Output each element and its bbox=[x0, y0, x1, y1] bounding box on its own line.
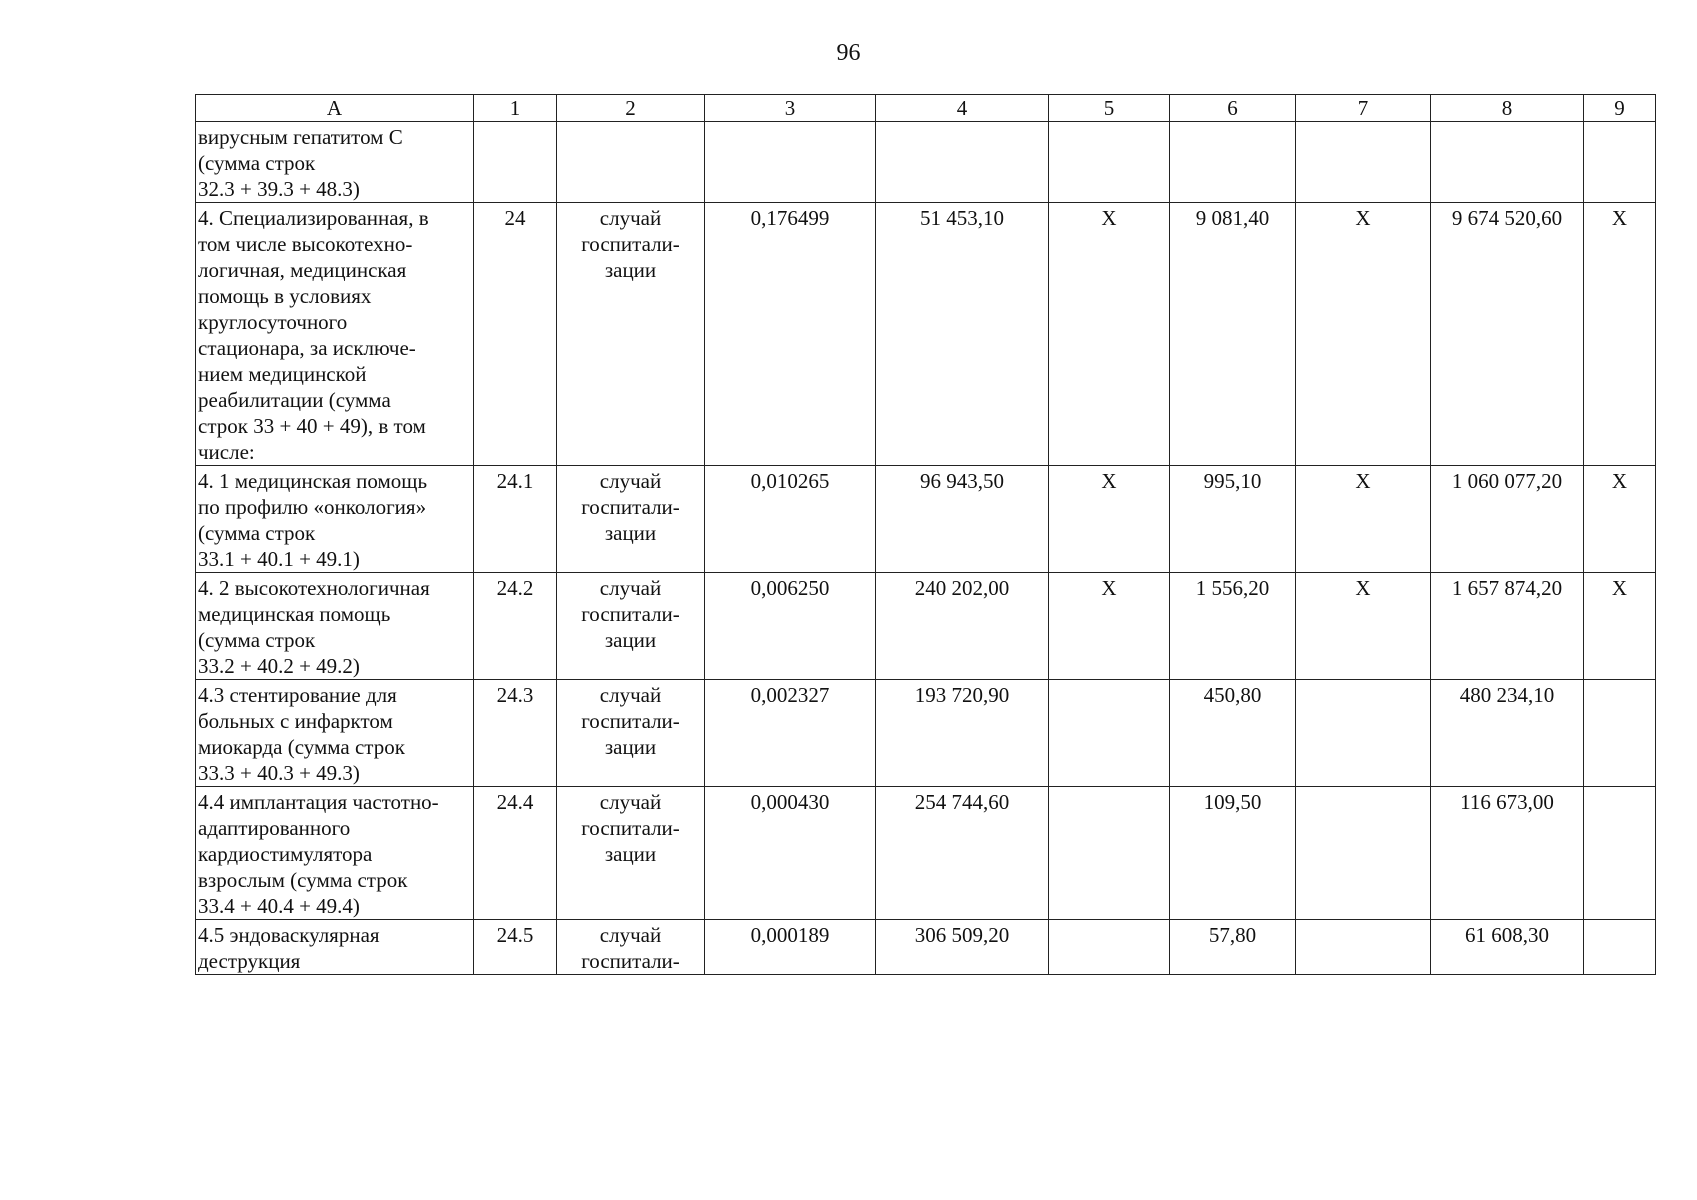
value-cell-4: 193 720,90 bbox=[876, 680, 1049, 787]
row-name-cell: 4.5 эндоваскулярная деструкция bbox=[196, 920, 474, 975]
value-cell-9: X bbox=[1584, 573, 1656, 680]
header-cell: 5 bbox=[1049, 95, 1170, 122]
row-name-cell: 4.3 стентирование для больных с инфарктом миокарда (сумма строк 33.3 + 40.3 + 49.3) bbox=[196, 680, 474, 787]
table-row bbox=[196, 920, 1656, 975]
value-cell-4 bbox=[876, 122, 1049, 203]
value-cell-5: X bbox=[1049, 203, 1170, 466]
value-cell-3: 0,000430 bbox=[705, 787, 876, 920]
value-cell-7 bbox=[1296, 920, 1431, 975]
header-cell: 8 bbox=[1431, 95, 1584, 122]
value-cell-8: 61 608,30 bbox=[1431, 920, 1584, 975]
value-cell-6: 57,80 bbox=[1170, 920, 1296, 975]
value-cell-9: X bbox=[1584, 466, 1656, 573]
row-name-cell: 4. 2 высокотехнологичная медицинская помощь (сумма строк 33.2 + 40.2 + 49.2) bbox=[196, 573, 474, 680]
value-cell-8: 116 673,00 bbox=[1431, 787, 1584, 920]
value-cell-6: 9 081,40 bbox=[1170, 203, 1296, 466]
value-cell-9: X bbox=[1584, 203, 1656, 466]
row-number-cell bbox=[474, 122, 557, 203]
table-row bbox=[196, 680, 1656, 787]
value-cell-8: 480 234,10 bbox=[1431, 680, 1584, 787]
row-number-cell: 24 bbox=[474, 203, 557, 466]
data-table bbox=[195, 94, 1656, 975]
value-cell-8 bbox=[1431, 122, 1584, 203]
unit-cell: случай госпитали- зации bbox=[557, 466, 705, 573]
page-number: 96 bbox=[836, 40, 861, 66]
header-cell: 3 bbox=[705, 95, 876, 122]
value-cell-7 bbox=[1296, 122, 1431, 203]
unit-cell: случай госпитали- зации bbox=[557, 680, 705, 787]
value-cell-7: X bbox=[1296, 573, 1431, 680]
value-cell-6 bbox=[1170, 122, 1296, 203]
value-cell-3 bbox=[705, 122, 876, 203]
header-cell: А bbox=[196, 95, 474, 122]
value-cell-4: 51 453,10 bbox=[876, 203, 1049, 466]
value-cell-6: 1 556,20 bbox=[1170, 573, 1296, 680]
value-cell-7: X bbox=[1296, 466, 1431, 573]
table-row bbox=[196, 122, 1656, 203]
row-name-cell: 4. Специализированная, в том числе высокотехно- логичная, медицинская помощь в условиях круглосуточного стационара, за исключе- нием медицинской реабилитации (сумма строк 33 + 40 + 49), в том числе: bbox=[196, 203, 474, 466]
value-cell-6: 450,80 bbox=[1170, 680, 1296, 787]
value-cell-3: 0,010265 bbox=[705, 466, 876, 573]
value-cell-7 bbox=[1296, 787, 1431, 920]
value-cell-8: 9 674 520,60 bbox=[1431, 203, 1584, 466]
header-cell: 7 bbox=[1296, 95, 1431, 122]
table-row bbox=[196, 573, 1656, 680]
value-cell-7: X bbox=[1296, 203, 1431, 466]
unit-cell: случай госпитали- bbox=[557, 920, 705, 975]
value-cell-5 bbox=[1049, 787, 1170, 920]
value-cell-4: 240 202,00 bbox=[876, 573, 1049, 680]
row-number-cell: 24.1 bbox=[474, 466, 557, 573]
value-cell-4: 96 943,50 bbox=[876, 466, 1049, 573]
value-cell-5: X bbox=[1049, 466, 1170, 573]
table-row bbox=[196, 203, 1656, 466]
unit-cell bbox=[557, 122, 705, 203]
row-number-cell: 24.2 bbox=[474, 573, 557, 680]
row-name-cell: вирусным гепатитом С (сумма строк 32.3 + 39.3 + 48.3) bbox=[196, 122, 474, 203]
value-cell-8: 1 060 077,20 bbox=[1431, 466, 1584, 573]
value-cell-7 bbox=[1296, 680, 1431, 787]
header-cell: 9 bbox=[1584, 95, 1656, 122]
row-number-cell: 24.5 bbox=[474, 920, 557, 975]
header-row bbox=[196, 95, 1656, 122]
value-cell-4: 306 509,20 bbox=[876, 920, 1049, 975]
header-cell: 1 bbox=[474, 95, 557, 122]
unit-cell: случай госпитали- зации bbox=[557, 573, 705, 680]
value-cell-3: 0,176499 bbox=[705, 203, 876, 466]
value-cell-5: X bbox=[1049, 573, 1170, 680]
row-number-cell: 24.4 bbox=[474, 787, 557, 920]
value-cell-3: 0,006250 bbox=[705, 573, 876, 680]
header-cell: 2 bbox=[557, 95, 705, 122]
header-cell: 6 bbox=[1170, 95, 1296, 122]
value-cell-9 bbox=[1584, 680, 1656, 787]
row-name-cell: 4.4 имплантация частотно- адаптированного кардиостимулятора взрослым (сумма строк 33.4 + 40.4 + 49.4) bbox=[196, 787, 474, 920]
unit-cell: случай госпитали- зации bbox=[557, 203, 705, 466]
value-cell-5 bbox=[1049, 122, 1170, 203]
value-cell-3: 0,002327 bbox=[705, 680, 876, 787]
value-cell-5 bbox=[1049, 680, 1170, 787]
value-cell-9 bbox=[1584, 787, 1656, 920]
row-number-cell: 24.3 bbox=[474, 680, 557, 787]
value-cell-6: 109,50 bbox=[1170, 787, 1296, 920]
row-name-cell: 4. 1 медицинская помощь по профилю «онкология» (сумма строк 33.1 + 40.1 + 49.1) bbox=[196, 466, 474, 573]
value-cell-5 bbox=[1049, 920, 1170, 975]
value-cell-4: 254 744,60 bbox=[876, 787, 1049, 920]
value-cell-3: 0,000189 bbox=[705, 920, 876, 975]
table-row bbox=[196, 466, 1656, 573]
header-cell: 4 bbox=[876, 95, 1049, 122]
value-cell-9 bbox=[1584, 920, 1656, 975]
value-cell-6: 995,10 bbox=[1170, 466, 1296, 573]
value-cell-8: 1 657 874,20 bbox=[1431, 573, 1584, 680]
unit-cell: случай госпитали- зации bbox=[557, 787, 705, 920]
table-row bbox=[196, 787, 1656, 920]
value-cell-9 bbox=[1584, 122, 1656, 203]
